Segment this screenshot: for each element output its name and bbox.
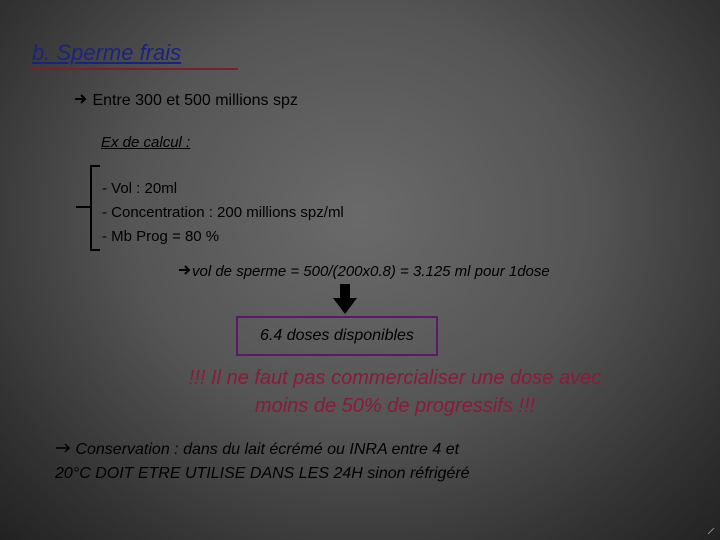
- warning-text: [120, 364, 670, 420]
- warning-line-1: !!! Il ne faut pas commercialiser une dose avec: [188, 367, 602, 389]
- doses-result-box: [236, 316, 438, 356]
- calc-heading: Ex de calcul :: [101, 134, 191, 151]
- right-arrow-icon: [74, 92, 88, 110]
- formula-text: vol de sperme = 500/(200x0.8) = 3.125 ml pour 1dose: [192, 263, 550, 280]
- title-underline-divider: [30, 68, 238, 70]
- conservation-line-1: Conservation : dans du lait écrémé ou INRA entre 4 et: [55, 438, 655, 462]
- left-bracket: [90, 165, 100, 251]
- calc-list: [102, 177, 344, 249]
- calc-item-volume: - Vol : 20ml: [102, 180, 178, 197]
- calc-item-mobility: - Mb Prog = 80 %: [102, 228, 220, 245]
- down-arrow-icon: [333, 284, 357, 319]
- formula-line: [178, 263, 550, 280]
- slide-title: b. Sperme frais: [32, 40, 182, 65]
- right-arrow-icon: [178, 263, 192, 280]
- doses-result-text: 6.4 doses disponibles: [260, 327, 414, 344]
- spz-range-text: Entre 300 et 500 millions spz: [92, 92, 298, 109]
- slide-corner-mark: [707, 527, 715, 535]
- conservation-text: [55, 438, 655, 486]
- bracket-tick: [76, 206, 90, 208]
- conservation-line-2: 20°C DOIT ETRE UTILISE DANS LES 24H sinon réfrigéré: [55, 465, 470, 482]
- warning-line-2: moins de 50% de progressifs !!!: [254, 395, 536, 417]
- spz-range-line: [74, 92, 298, 110]
- thin-right-arrow-icon: [55, 438, 71, 462]
- calc-item-concentration: - Concentration : 200 millions spz/ml: [102, 204, 344, 221]
